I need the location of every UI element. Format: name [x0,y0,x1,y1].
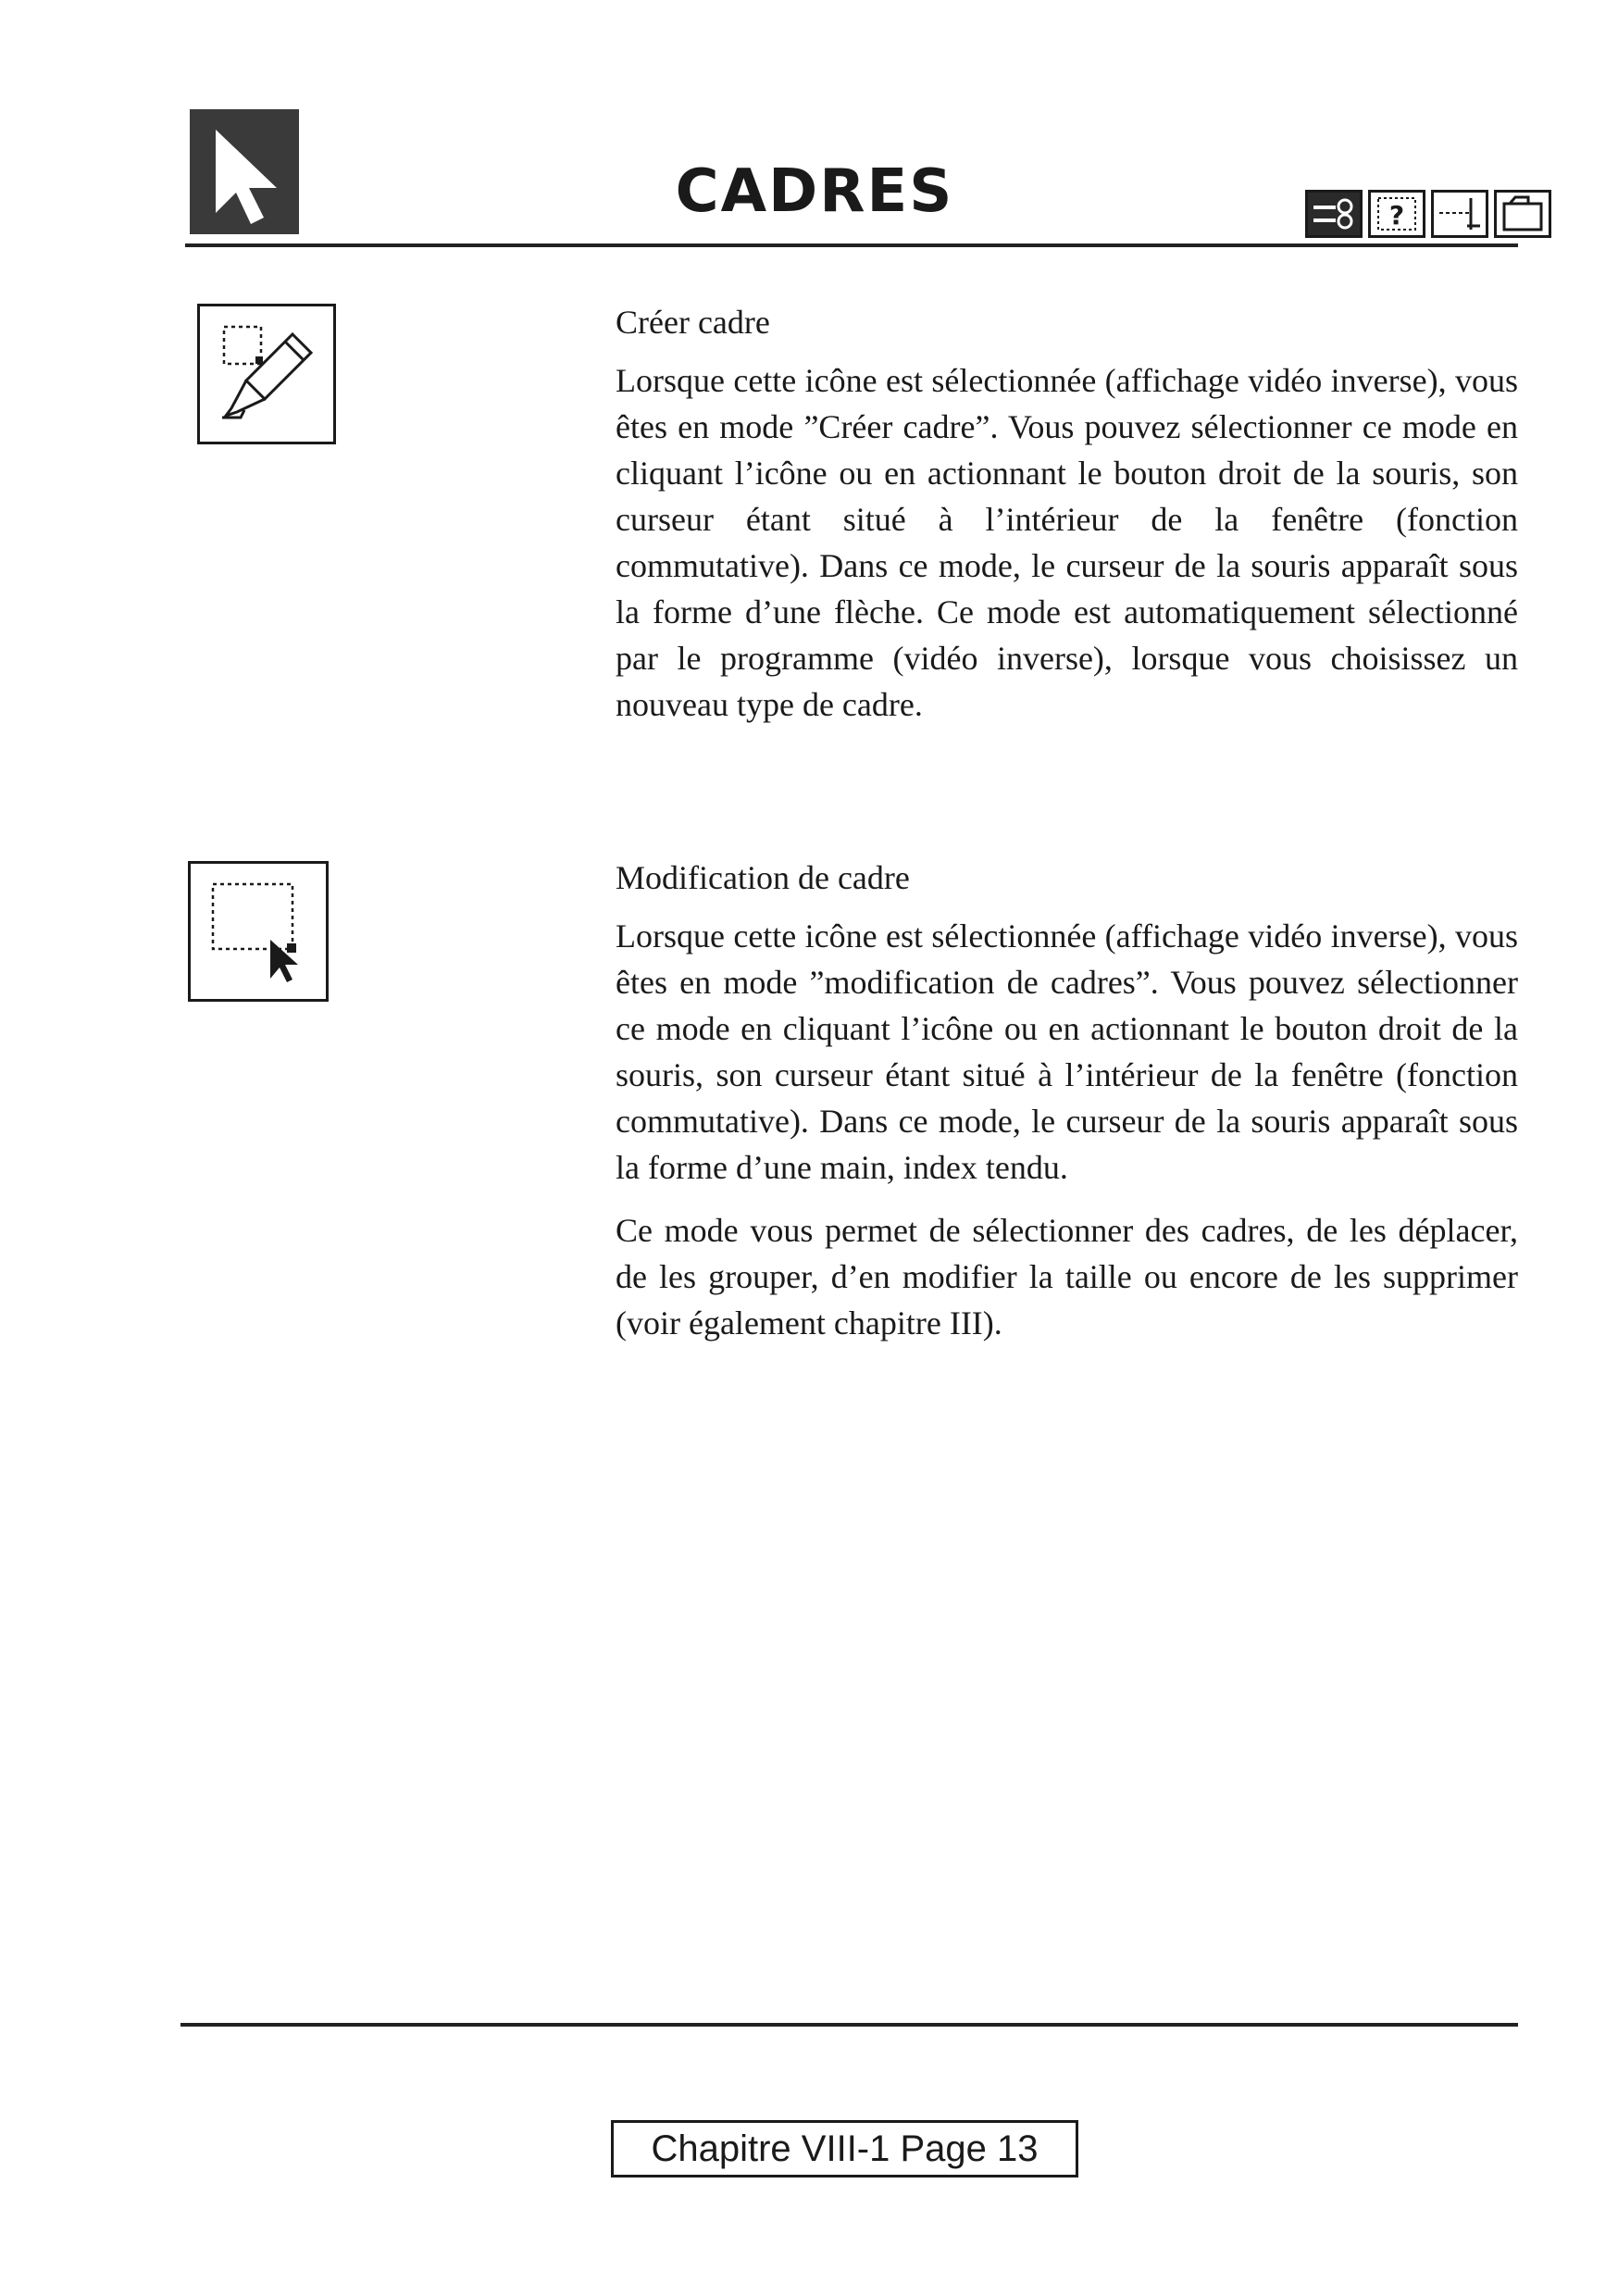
modify-frame-icon[interactable] [188,861,329,1002]
section-paragraph: Lorsque cette icône est sélectionnée (affichage vidéo inverse), vous êtes en mode ”Créer cadre”. Vous pouvez sélectionner ce mode en cliquant l’icône ou en actionnant le bouton droit de la souris, son curseur étant situé à l’intérieur de la fenêtre (fonction commutative). Dans ce mode, le curseur de la souris apparaît sous la forme d’une flèche. Ce mode est automatiquement sélectionné par le programme (vidéo inverse), lorsque vous choisissez un nouveau type de cadre. [616,362,1518,723]
arrow-cursor-icon [190,109,299,234]
create-frame-icon[interactable] [197,304,336,444]
help-glyph: ? [1388,200,1405,231]
header-rule [185,243,1518,247]
help-icon[interactable] [1368,190,1425,238]
window-icon[interactable] [1494,190,1551,238]
section-modify-frame [616,850,1518,1363]
scissors-icon[interactable] [1305,190,1363,238]
page-size-icon[interactable] [1431,190,1488,238]
footer-rule [180,2023,1518,2027]
section-paragraph: Lorsque cette icône est sélectionnée (affichage vidéo inverse), vous êtes en mode ”modification de cadres”. Vous pouvez sélectionner ce mode en cliquant l’icône ou en actionnant le bouton droit de la souris, son curseur étant situé à l’intérieur de la fenêtre (fonction commutative). Dans ce mode, le curseur de la souris apparaît sous la forme d’une main, index tendu. [616,917,1518,1186]
toolbar [1305,190,1551,240]
page-number: Chapitre VIII-1 Page 13 [611,2120,1078,2177]
section-title: Créer cadre [616,304,770,341]
section-title: Modification de cadre [616,859,910,896]
section-paragraph: Ce mode vous permet de sélectionner des cadres, de les déplacer, de les grouper, d’en modifier la taille ou encore de les supprimer (voir également chapitre III). [616,1212,1518,1341]
page-title: CADRES [675,157,954,226]
section-create-frame [616,294,1518,744]
